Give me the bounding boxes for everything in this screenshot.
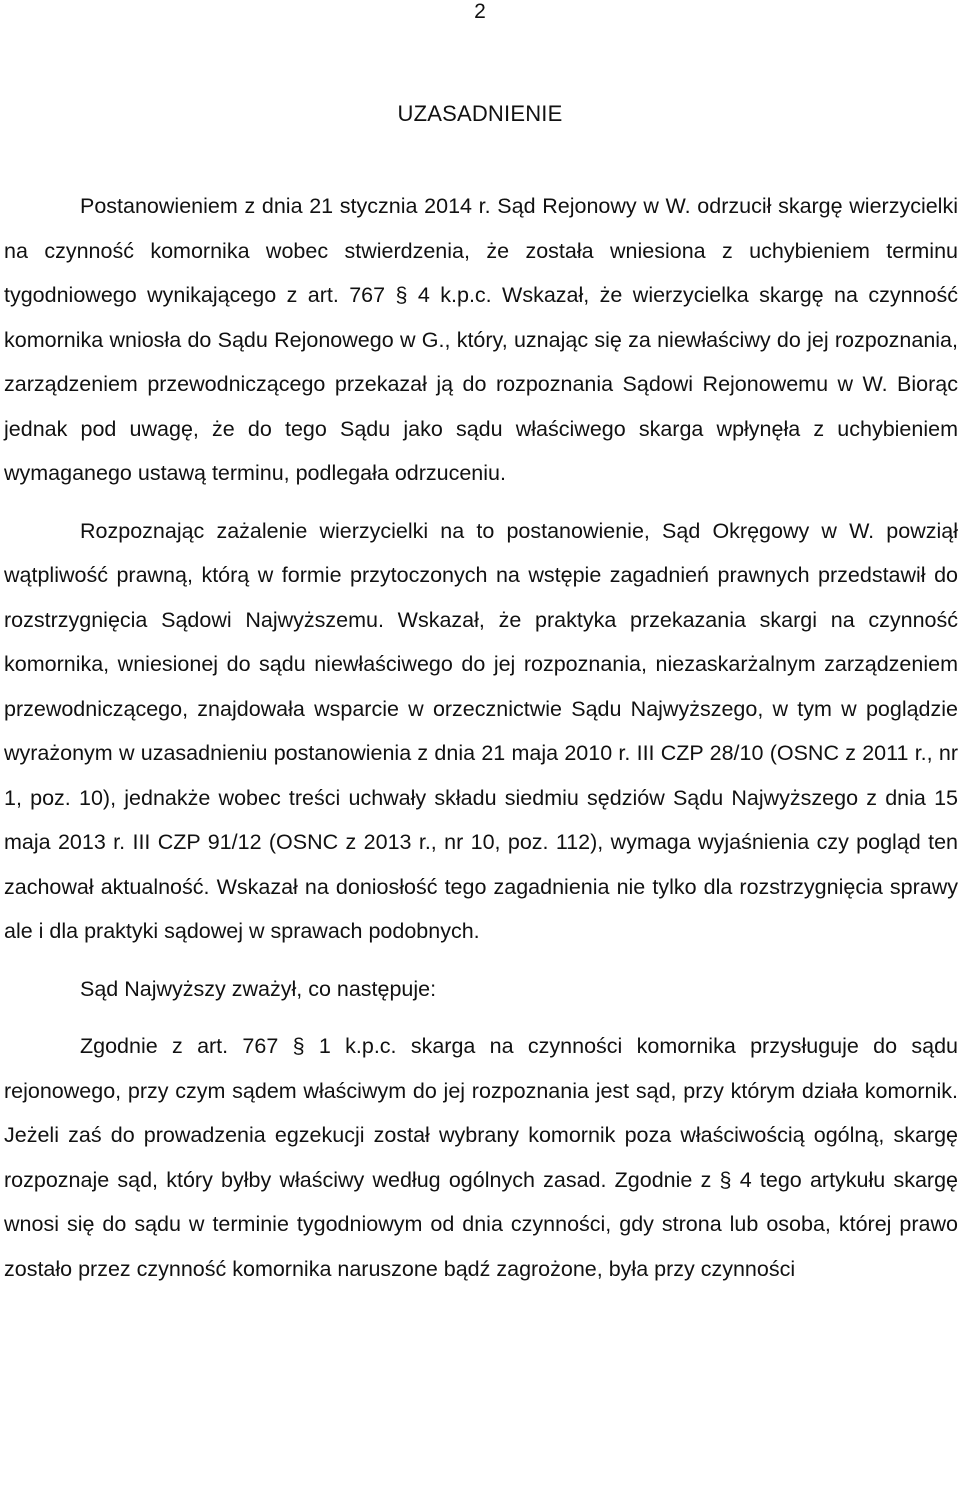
paragraph-1: Postanowieniem z dnia 21 stycznia 2014 r. Sąd Rejonowy w W. odrzucił skargę wierzycielki na czynność komornika wobec stwierdzenia, że została wniesiona z uchybieniem terminu tygodniowego wynikającego z art. 767 § 4 k.p.c. Wskazał, że wierzycielka skargę na czynność komornika wniosła do Sądu Rejonowego w G., który, uznając się za niewłaściwy do jej rozpoznania, zarządzeniem przewodniczącego przekazał ją do rozpoznania Sądowi Rejonowemu w W. Biorąc jednak pod uwagę, że do tego Sądu jako sądu właściwego skarga wpłynęła z uchybieniem wymaganego ustawą terminu, podlegała odrzuceniu. xyxy=(4,194,958,485)
document-heading: UZASADNIENIE xyxy=(397,101,563,126)
page-number: 2 xyxy=(474,0,486,23)
paragraph-3: Sąd Najwyższy zważył, co następuje: xyxy=(80,976,437,1001)
paragraph-2: Rozpoznając zażalenie wierzycielki na to postanowienie, Sąd Okręgowy w W. powziął wątpliwość prawną, którą w formie przytoczonych na wstępie zagadnień prawnych przedstawił do rozstrzygnięcia Sądowi Najwyższemu. Wskazał, że praktyka przekazania skargi na czynność komornika, wniesionej do sądu niewłaściwego do jej rozpoznania, niezaskarżalnym zarządzeniem przewodniczącego, znajdowała wsparcie w orzecznictwie Sądu Najwyższego, w tym w poglądzie wyrażonym w uzasadnieniu postanowienia z dnia 21 maja 2010 r. III CZP 28/10 (OSNC z 2011 r., nr 1, poz. 10), jednakże wobec treści uchwały składu siedmiu sędziów Sądu Najwyższego z dnia 15 maja 2013 r. III CZP 91/12 (OSNC z 2013 r., nr 10, poz. 112), wymaga wyjaśnienia czy pogląd ten zachował aktualność. Wskazał na doniosłość tego zagadnienia nie tylko dla rozstrzygnięcia sprawy ale i dla praktyki sądowej w sprawach podobnych. xyxy=(4,518,958,943)
paragraph-4: Zgodnie z art. 767 § 1 k.p.c. skarga na czynności komornika przysługuje do sądu rejonowego, przy czym sądem właściwym do jej rozpoznania jest sąd, przy którym działa komornik. Jeżeli zaś do prowadzenia egzekucji został wybrany komornik poza właściwością ogólną, skargę rozpoznaje sąd, który byłby właściwy według ogólnych zasad. Zgodnie z § 4 tego artykułu skargę wnosi się do sądu w terminie tygodniowym od dnia czynności, gdy strona lub osoba, której prawo zostało przez czynność komornika naruszone bądź zagrożone, była przy czynności xyxy=(4,1034,958,1281)
document-body xyxy=(4,184,958,1291)
